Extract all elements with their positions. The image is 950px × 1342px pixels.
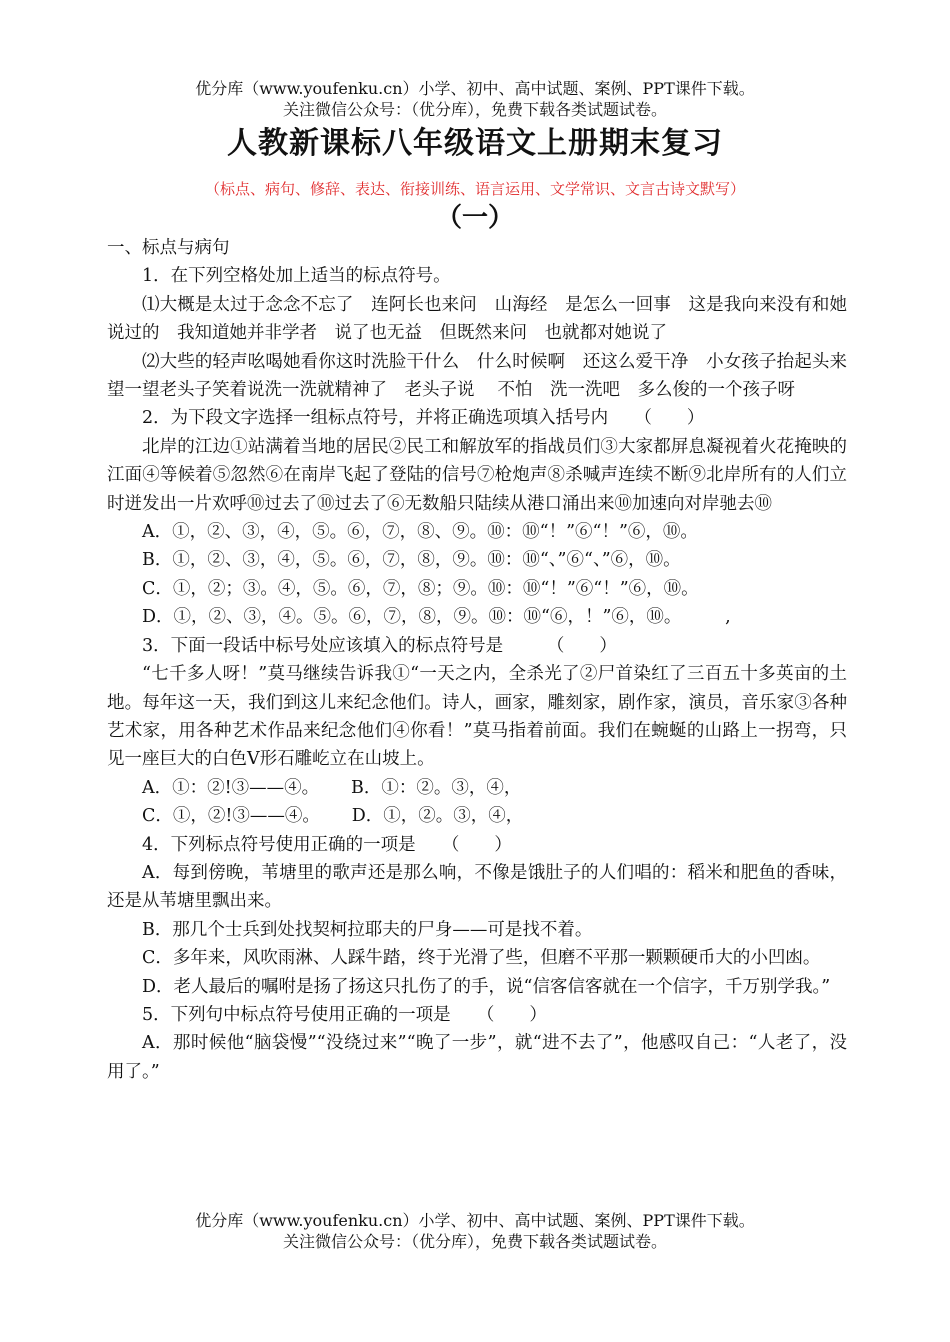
section-heading: 一、标点与病句 <box>107 238 230 258</box>
footer-line-2: 关注微信公众号：（优分库），免费下载各类试题试卷。 <box>282 1232 667 1251</box>
question-2-option-c: C．①，②；③。④，⑤。⑥，⑦，⑧；⑨。⑩：⑩“！”⑥“！”⑥，⑩。 <box>142 578 699 599</box>
question-4-option-a: A．每到傍晚，苇塘里的歌声还是那么响，不像是饿肚子的人们唱的：稻米和肥鱼的香味，还是从苇塘里飘出来。 <box>107 862 847 912</box>
question-3-stem: 3．下面一段话中标号处应该填入的标点符号是 （ ） <box>142 635 617 656</box>
question-4-stem: 4．下列标点符号使用正确的一项是 （ ） <box>142 834 512 855</box>
question-5-stem: 5．下列句中标点符号使用正确的一项是 （ ） <box>142 1004 547 1025</box>
header-line-2: 关注微信公众号：（优分库），免费下载各类试题试卷。 <box>282 100 667 119</box>
page-subtitle: （标点、病句、修辞、表达、衔接训练、语言运用、文学常识、文言古诗文默写） <box>204 180 745 198</box>
question-2-option-b: B．①，②、③，④，⑤。⑥，⑦，⑧，⑨。⑩：⑩“、”⑥“、”⑥，⑩。 <box>142 550 681 571</box>
question-1-stem: 1．在下列空格处加上适当的标点符号。 <box>142 266 451 287</box>
question-5-option-a: A．那时候他“脑袋慢”“没绕过来”“晚了一步”，就“进不去了”，他感叹自己：“人老了，没用了。” <box>107 1033 847 1082</box>
question-4-option-b: B．那几个士兵到处找契柯拉耶夫的尸身——可是找不着。 <box>142 919 593 940</box>
question-4-option-c: C．多年来，风吹雨淋、人踩牛踏，终于光滑了些，但磨不平那一颗颗硬币大的小凹凼。 <box>142 948 821 969</box>
document-body <box>107 234 865 1086</box>
footer-line-1: 优分库（www.youfenku.cn）小学、初中、高中试题、案例、PPT课件下载。 <box>195 1211 755 1230</box>
question-2-stem: 2．为下段文字选择一组标点符号，并将正确选项填入括号内 （ ） <box>142 408 705 429</box>
question-1-paragraph-1: ⑴大概是太过于念念不忘了 连阿长也来问 山海经 是怎么一回事 这是我向来没有和她说过的 我知道她并非学者 说了也无益 但既然来问 也就都对她说了 <box>107 294 847 344</box>
question-4-option-d: D．老人最后的嘱咐是扬了扬这只扎伤了的手，说“信客信客就在一个信字，千万别学我。” <box>142 976 831 997</box>
question-2-passage: 北岸的江边①站满着当地的居民②民工和解放军的指战员们③大家都屏息凝视着火花掩映的江面④等候着⑤忽然⑥在南岸飞起了登陆的信号⑦枪炮声⑧杀喊声连续不断⑨北岸所有的人们立时迸发出一片欢呼⑩过去了⑩过去了⑥无数船只陆续从港口涌出来⑩加速向对岸驰去⑩ <box>107 436 847 514</box>
page-title: 人教新课标八年级语文上册期末复习 <box>227 126 723 161</box>
question-2-option-a: A．①，②、③，④，⑤。⑥，⑦，⑧、⑨。⑩：⑩“！”⑥“！”⑥，⑩。 <box>142 522 698 543</box>
question-3-options-cd: C．①，②!③——④。 D．①，②。③，④， <box>142 806 524 827</box>
question-1-paragraph-2: ⑵大些的轻声吆喝她看你这时洗脸干什么 什么时候啊 还这么爱干净 小女孩子抬起头来 望一望老头子笑着说洗一洗就精神了 老头子说 不怕 洗一洗吧 多么俊的一个孩子呀 <box>107 351 865 401</box>
question-2-option-d: D．①，②、③，④。⑤。⑥，⑦，⑧，⑨。⑩：⑩“⑥，！”⑥，⑩。 , <box>142 607 731 628</box>
question-3-options-ab: A．①：②!③——④。 B．①：②。③，④， <box>142 777 522 798</box>
part-number: （一） <box>435 203 514 233</box>
header-line-1: 优分库（www.youfenku.cn）小学、初中、高中试题、案例、PPT课件下载。 <box>195 79 755 98</box>
question-3-passage: “七千多人呀！”莫马继续告诉我①“一天之内，全杀光了②尸首染红了三百五十多英亩的土地。每年这一天，我们到这儿来纪念他们。诗人，画家，雕刻家，剧作家，演员，音乐家③各种艺术家，用各种艺术作品来纪念他们④你看！”莫马指着前面。我们在蜿蜒的山路上一拐弯，只见一座巨大的白色Ⅴ形石雕屹立在山坡上。 <box>107 664 847 770</box>
